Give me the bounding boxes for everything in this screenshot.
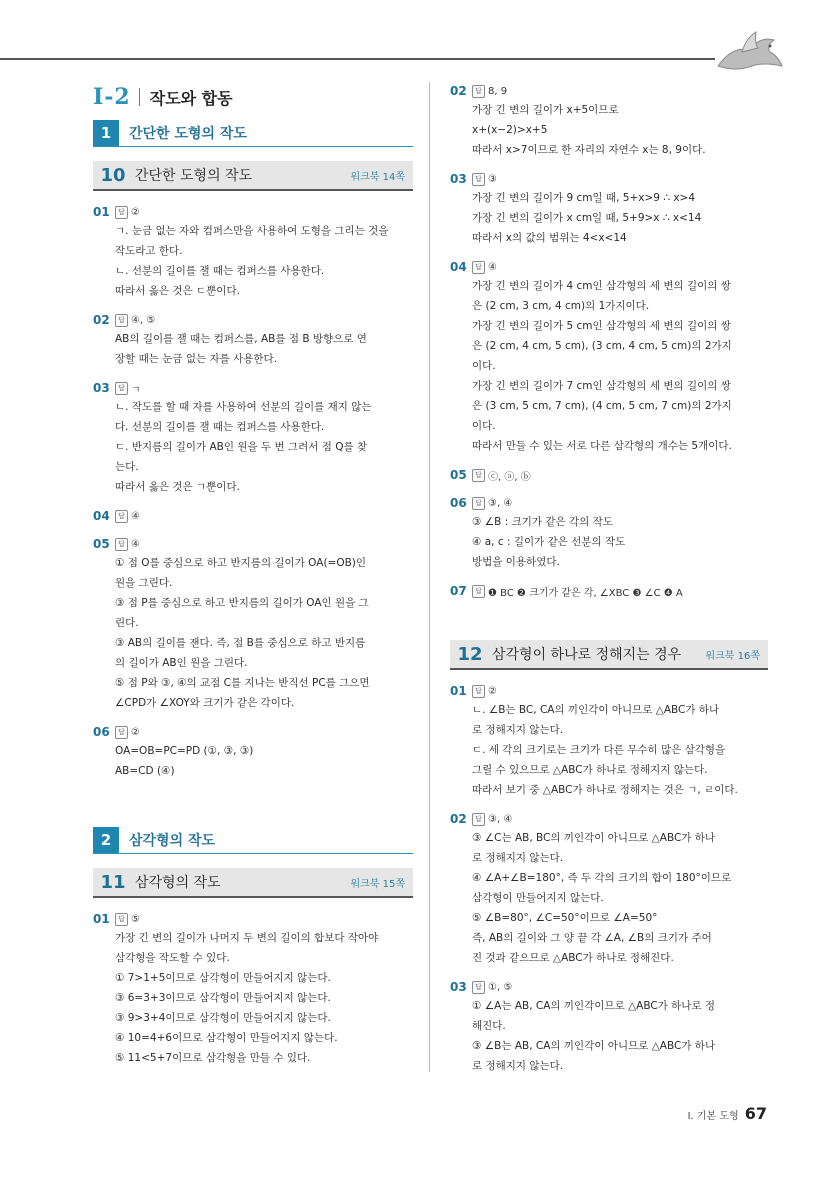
solution-line: 가장 긴 변의 길이가 7 cm인 삼각형의 세 변의 길이의 쌍	[472, 380, 731, 392]
solution-line: OA=OB=PC=PD (①, ③, ③)	[115, 745, 254, 757]
unit-title: 간단한 도형의 작도	[135, 168, 253, 184]
problem-header	[450, 810, 768, 828]
problem-item	[450, 494, 768, 572]
workbook-reference: 워크북 14쪽	[350, 171, 405, 183]
problem-answer: ④	[131, 510, 140, 522]
problem-item	[450, 978, 768, 1076]
problem-item	[450, 170, 768, 248]
problem-item	[450, 810, 768, 968]
problem-header	[450, 582, 768, 600]
problem-number: 03	[93, 381, 110, 395]
problem-answer: ③, ④	[488, 813, 513, 825]
solution-line: 그릴 수 있으므로 △ABC가 하나로 정해지지 않는다.	[472, 764, 708, 776]
solution-line: 은 (2 cm, 3 cm, 4 cm)의 1가지이다.	[472, 300, 650, 312]
answer-tag-icon: 답	[115, 314, 128, 327]
problem-number: 03	[450, 172, 467, 186]
solution-line: ③ ∠C는 AB, BC의 끼인각이 아니므로 △ABC가 하나	[472, 832, 716, 844]
problem-item	[450, 258, 768, 456]
solution-line: 해진다.	[472, 1020, 506, 1032]
answer-tag-icon: 답	[472, 813, 485, 826]
solution-line: 은 (2 cm, 4 cm, 5 cm), (3 cm, 4 cm, 5 cm)의 2가지	[472, 340, 732, 352]
solution-line: ㄴ. 선분의 길이를 잴 때는 컴퍼스를 사용한다.	[115, 265, 325, 277]
section-title: 삼각형의 작도	[129, 833, 216, 849]
problem-number: 02	[450, 812, 467, 826]
solution-line: ④ ∠A+∠B=180°, 즉 두 각의 크기의 합이 180°이므로	[472, 872, 732, 884]
solution-line: ⑤ ∠B=80°, ∠C=50°이므로 ∠A=50°	[472, 912, 658, 924]
solution-line: ㄷ. 세 각의 크기로는 크기가 다른 무수히 많은 삼각형을	[472, 744, 726, 756]
unit-number: 12	[457, 643, 483, 665]
problem-answer: ④	[488, 261, 497, 273]
solution-line: 즉, AB의 길이와 그 양 끝 각 ∠A, ∠B의 크기가 주어	[472, 932, 712, 944]
solution-line: 따라서 보기 중 △ABC가 하나로 정해지는 것은 ㄱ, ㄹ이다.	[472, 784, 738, 796]
solution-line: ① 점 O를 중심으로 하고 반지름의 길이가 OA(=OB)인	[115, 557, 367, 569]
answer-tag-icon: 답	[115, 913, 128, 926]
footer-chapter: Ⅰ. 기본 도형	[687, 1111, 739, 1122]
solution-line: ① ∠A는 AB, CA의 끼인각이므로 △ABC가 하나로 정	[472, 1000, 716, 1012]
answer-tag-icon: 답	[472, 173, 485, 186]
solution-line: 가장 긴 변의 길이가 5 cm인 삼각형의 세 변의 길이의 쌍	[472, 320, 731, 332]
problem-number: 07	[450, 584, 467, 598]
solution-line: 따라서 옳은 것은 ㄱ뿐이다.	[115, 481, 240, 493]
problem-number: 06	[450, 496, 467, 510]
workbook-reference: 워크북 16쪽	[705, 650, 760, 662]
solution-line: ① 7>1+5이므로 삼각형이 만들어지지 않는다.	[115, 972, 331, 984]
solution-line: 삼각형을 작도할 수 있다.	[115, 952, 230, 964]
problem-number: 02	[93, 313, 110, 327]
answer-tag-icon: 답	[472, 585, 485, 598]
problem-header	[450, 82, 768, 100]
solution-line: 가장 긴 변의 길이가 4 cm인 삼각형의 세 변의 길이의 쌍	[472, 280, 731, 292]
solution-line: ③ 점 P를 중심으로 하고 반지름의 길이가 OA인 원을 그	[115, 597, 369, 609]
solution-line: ④ a, c : 길이가 같은 선분의 작도	[472, 536, 626, 548]
problem-answer: ②	[488, 685, 497, 697]
chapter-separator	[139, 88, 140, 106]
solution-line: x+(x−2)>x+5	[472, 124, 548, 136]
solution-line: ③ ∠B : 크기가 같은 각의 작도	[472, 516, 613, 528]
solution-line: 로 정해지지 않는다.	[472, 1060, 564, 1072]
solution-line: 린다.	[115, 617, 139, 629]
solution-line: 따라서 x>7이므로 한 자리의 자연수 x는 8, 9이다.	[472, 144, 706, 156]
problem-item	[93, 535, 413, 713]
problem-number: 01	[450, 684, 467, 698]
solution-line: 로 정해지지 않는다.	[472, 724, 564, 736]
section-number: 2	[93, 827, 119, 853]
solution-line: ㄷ. 반지름의 길이가 AB인 원을 두 번 그려서 점 Q를 찾	[115, 441, 368, 453]
workbook-reference: 워크북 15쪽	[350, 878, 405, 890]
solution-line: ㄴ. 작도를 할 때 자를 사용하여 선분의 길이를 재지 않는	[115, 401, 372, 413]
solution-line: ㄴ. ∠B는 BC, CA의 끼인각이 아니므로 △ABC가 하나	[472, 704, 720, 716]
answer-tag-icon: 답	[472, 497, 485, 510]
solution-line: 진 것과 같으므로 △ABC가 하나로 정해진다.	[472, 952, 674, 964]
solution-line: 로 정해지지 않는다.	[472, 852, 564, 864]
problem-header	[93, 535, 413, 553]
column-divider	[429, 82, 430, 1072]
problem-answer: ⑤	[131, 913, 140, 925]
solution-line: ③ 9>3+4이므로 삼각형이 만들어지지 않는다.	[115, 1012, 331, 1024]
problem-answer: ②	[131, 726, 140, 738]
problem-item	[450, 582, 768, 600]
solution-line: 의 길이가 AB인 원을 그린다.	[115, 657, 248, 669]
section-heading	[93, 120, 413, 147]
solution-line: ③ AB의 길이를 잰다. 즉, 점 B를 중심으로 하고 반지름	[115, 637, 366, 649]
problem-item	[93, 203, 413, 301]
solution-line: 장할 때는 눈금 없는 자를 사용한다.	[115, 353, 278, 365]
solution-line: 은 (3 cm, 5 cm, 7 cm), (4 cm, 5 cm, 7 cm)의 2가지	[472, 400, 732, 412]
solution-line: 따라서 옳은 것은 ㄷ뿐이다.	[115, 285, 240, 297]
problem-answer: ④	[131, 538, 140, 550]
answer-tag-icon: 답	[115, 510, 128, 523]
chapter-title: 작도와 합동	[149, 88, 233, 108]
problem-header	[93, 311, 413, 329]
problem-number: 02	[450, 84, 467, 98]
problem-answer: ③	[488, 173, 497, 185]
solution-line: 다. 선분의 길이를 잴 때는 컴퍼스를 사용한다.	[115, 421, 325, 433]
solution-line: 가장 긴 변의 길이가 나머지 두 변의 길이의 합보다 작아야	[115, 932, 379, 944]
answer-tag-icon: 답	[115, 726, 128, 739]
solution-line: 방법을 이용하였다.	[472, 556, 560, 568]
section-title: 간단한 도형의 작도	[129, 126, 247, 142]
solution-line: 따라서 만들 수 있는 서로 다른 삼각형의 개수는 5개이다.	[472, 440, 732, 452]
problem-number: 01	[93, 912, 110, 926]
problem-answer: ④, ⑤	[131, 314, 156, 326]
solution-line: 원을 그린다.	[115, 577, 173, 589]
chapter-number: Ⅰ-2	[93, 84, 131, 110]
solution-line: 작도라고 한다.	[115, 245, 183, 257]
problem-number: 05	[450, 468, 467, 482]
section-number: 1	[93, 120, 119, 146]
solution-line: ㄱ. 눈금 없는 자와 컴퍼스만을 사용하여 도형을 그리는 것을	[115, 225, 389, 237]
answer-tag-icon: 답	[472, 685, 485, 698]
problem-header	[450, 978, 768, 996]
solution-line: ∠CPD가 ∠XOY와 크기가 같은 각이다.	[115, 697, 295, 709]
problem-item	[93, 507, 413, 525]
problem-answer: 8, 9	[488, 85, 508, 97]
header-rule	[0, 58, 715, 60]
solution-line: 이다.	[472, 360, 496, 372]
answer-tag-icon: 답	[472, 261, 485, 274]
solution-line: 가장 긴 변의 길이가 x+5이므로	[472, 104, 619, 116]
problem-number: 01	[93, 205, 110, 219]
solution-line: AB=CD (④)	[115, 765, 175, 777]
problem-header	[93, 910, 413, 928]
unit-number: 10	[100, 164, 126, 186]
solution-line: ⑤ 11<5+7이므로 삼각형을 만들 수 있다.	[115, 1052, 311, 1064]
problem-header	[450, 258, 768, 276]
answer-tag-icon: 답	[472, 85, 485, 98]
problem-answer: ②	[131, 206, 140, 218]
solution-line: ③ ∠B는 AB, CA의 끼인각이 아니므로 △ABC가 하나	[472, 1040, 716, 1052]
problem-number: 04	[93, 509, 110, 523]
unit-heading	[93, 868, 413, 898]
solution-line: ④ 10=4+6이므로 삼각형이 만들어지지 않는다.	[115, 1032, 338, 1044]
right-column	[450, 82, 768, 1086]
answer-tag-icon: 답	[115, 382, 128, 395]
problem-item	[93, 723, 413, 781]
problem-number: 06	[93, 725, 110, 739]
solution-line: 가장 긴 변의 길이가 x cm일 때, 5+9>x ∴ x<14	[472, 212, 702, 224]
solution-line: ③ 6=3+3이므로 삼각형이 만들어지지 않는다.	[115, 992, 331, 1004]
unit-10-problems	[93, 203, 413, 781]
problem-header	[450, 682, 768, 700]
answer-tag-icon: 답	[115, 206, 128, 219]
problem-answer: ㄱ	[131, 384, 141, 396]
solution-line: 따라서 x의 값의 범위는 4<x<14	[472, 232, 627, 244]
problem-item	[450, 82, 768, 160]
problem-header	[93, 379, 413, 397]
chapter-heading	[93, 82, 413, 112]
unit-11-problems-part2	[450, 82, 768, 600]
solution-line: AB의 길이를 잴 때는 컴퍼스를, AB를 점 B 방향으로 연	[115, 333, 367, 345]
problem-item	[93, 379, 413, 497]
answer-tag-icon: 답	[472, 469, 485, 482]
problem-header	[93, 507, 413, 525]
unit-heading	[93, 161, 413, 191]
answer-tag-icon: 답	[472, 981, 485, 994]
solution-line: 가장 긴 변의 길이가 9 cm일 때, 5+x>9 ∴ x>4	[472, 192, 696, 204]
problem-answer: ①, ⑤	[488, 981, 513, 993]
page-footer	[688, 1104, 767, 1123]
left-column	[93, 82, 413, 1078]
solution-line: ⑤ 점 P와 ③, ④의 교점 C를 지나는 반직선 PC를 그으면	[115, 677, 370, 689]
problem-answer: ⓒ, ⓐ, ⓑ	[488, 471, 531, 483]
unit-heading	[450, 640, 768, 670]
problem-header	[450, 466, 768, 484]
problem-answer: ③, ④	[488, 497, 513, 509]
solution-line: 는다.	[115, 461, 139, 473]
page-number: 67	[744, 1104, 767, 1123]
unit-12-problems	[450, 682, 768, 1076]
problem-item	[450, 682, 768, 800]
problem-number: 03	[450, 980, 467, 994]
solution-line: 이다.	[472, 420, 496, 432]
problem-item	[450, 466, 768, 484]
unit-number: 11	[100, 871, 126, 893]
section-heading	[93, 827, 413, 854]
problem-number: 04	[450, 260, 467, 274]
problem-header	[450, 170, 768, 188]
solution-line: 삼각형이 만들어지지 않는다.	[472, 892, 604, 904]
answer-tag-icon: 답	[115, 538, 128, 551]
problem-number: 05	[93, 537, 110, 551]
problem-item	[93, 910, 413, 1068]
problem-header	[93, 203, 413, 221]
problem-header	[450, 494, 768, 512]
unit-11-problems-part1	[93, 910, 413, 1068]
problem-answer: ❶ BC ❷ 크기가 같은 각, ∠XBC ❸ ∠C ❹ A	[488, 587, 683, 599]
dragon-illustration-icon	[712, 26, 784, 74]
problem-header	[93, 723, 413, 741]
unit-title: 삼각형의 작도	[135, 875, 221, 891]
unit-title: 삼각형이 하나로 정해지는 경우	[492, 647, 682, 663]
problem-item	[93, 311, 413, 369]
